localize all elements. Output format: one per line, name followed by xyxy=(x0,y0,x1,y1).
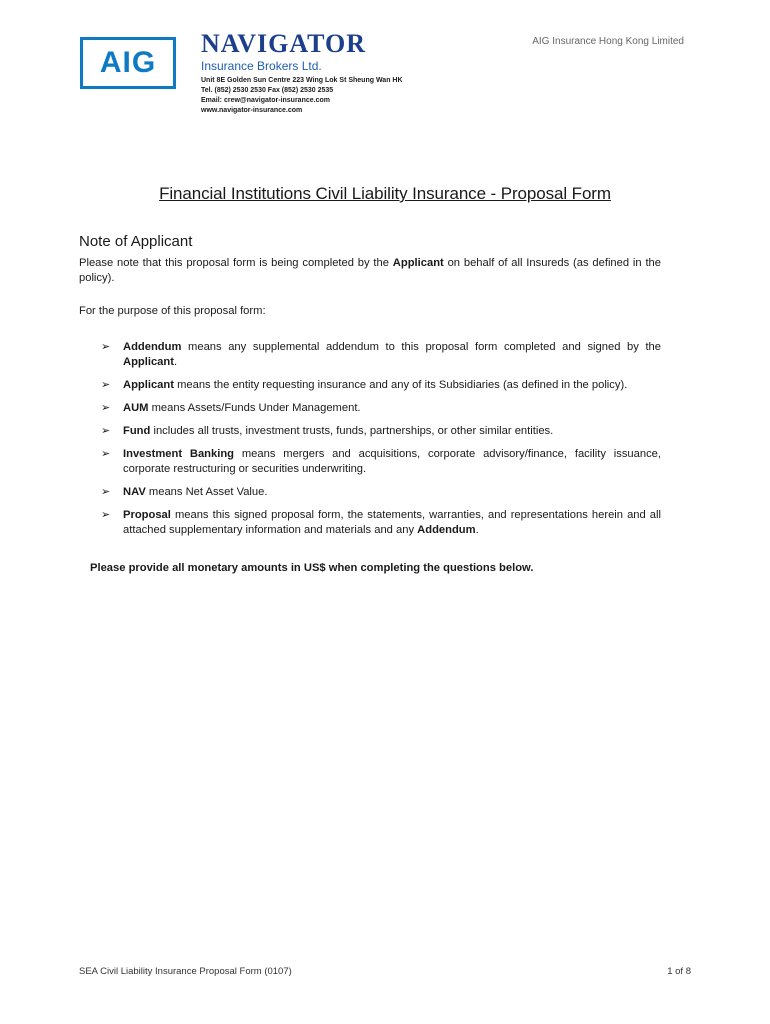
footer-page-number: 1 of 8 xyxy=(667,966,691,977)
navigator-address: Unit 8E Golden Sun Centre 223 Wing Lok St Sheung Wan HK xyxy=(201,77,403,84)
definition-term: NAV xyxy=(123,486,146,498)
navigator-wordmark: NAVIGATOR xyxy=(201,29,367,58)
bullet-arrow-icon: ➢ xyxy=(101,425,111,437)
definition-term: Applicant xyxy=(123,379,174,391)
definition-item xyxy=(79,401,661,416)
definition-text: means Assets/Funds Under Management. xyxy=(148,402,361,414)
navigator-letterhead xyxy=(201,29,481,116)
note-section xyxy=(79,233,661,574)
definition-tail-bold: Addendum xyxy=(417,524,476,536)
purpose-text: For the purpose of this proposal form: xyxy=(79,305,266,317)
definition-term: AUM xyxy=(123,402,149,414)
page-title: Financial Institutions Civil Liability Insurance - Proposal Form xyxy=(159,184,611,203)
definition-text: includes all trusts, investment trusts, funds, partnerships, or other similar entities. xyxy=(150,425,554,437)
definitions-list xyxy=(79,340,661,538)
definition-item xyxy=(79,424,661,439)
definition-term: Addendum xyxy=(123,341,182,353)
definition-item xyxy=(79,378,661,393)
navigator-email: Email: crew@navigator-insurance.com xyxy=(201,97,330,104)
definition-term: Fund xyxy=(123,425,151,437)
bullet-arrow-icon: ➢ xyxy=(101,486,111,498)
definition-item xyxy=(79,508,661,538)
navigator-logo xyxy=(201,29,481,59)
currency-notice: Please provide all monetary amounts in US$ when completing the questions below. xyxy=(90,562,534,574)
note-intro-post: on behalf of all Insureds (as defined in the policy). xyxy=(79,257,662,284)
footer-form-name: SEA Civil Liability Insurance Proposal Form (0107) xyxy=(79,966,292,977)
bullet-arrow-icon: ➢ xyxy=(101,402,111,414)
definition-item xyxy=(79,485,661,500)
note-intro-pre: Please note that this proposal form is being completed by the xyxy=(79,257,393,269)
navigator-website: www.navigator-insurance.com xyxy=(201,107,303,114)
definition-tail-bold: Applicant xyxy=(123,356,174,368)
navigator-phone: Tel. (852) 2530 2530 Fax (852) 2530 2535 xyxy=(201,87,334,94)
navigator-contact xyxy=(201,76,481,116)
definition-item xyxy=(79,340,661,370)
definition-tail: . xyxy=(173,356,178,368)
insurer-name: AIG Insurance Hong Kong Limited xyxy=(532,36,684,47)
aig-logo-text: AIG xyxy=(99,46,157,79)
definition-text: means Net Asset Value. xyxy=(145,486,268,498)
navigator-subtitle: Insurance Brokers Ltd. xyxy=(201,59,322,73)
definition-item xyxy=(79,447,661,477)
note-intro xyxy=(79,256,661,286)
bullet-arrow-icon: ➢ xyxy=(101,341,111,353)
definition-text: means mergers and acquisitions, corporate advisory/finance, facility issuance, corporate restructuring or securities underwriting. xyxy=(123,448,662,475)
definition-text: means any supplemental addendum to this proposal form completed and signed by the xyxy=(181,341,661,353)
note-intro-bold: Applicant xyxy=(392,257,444,269)
note-heading: Note of Applicant xyxy=(79,233,193,250)
definition-text: means this signed proposal form, the statements, warranties, and representations herein and all attached supplementary information and materials and any xyxy=(123,509,661,536)
definition-term: Proposal xyxy=(123,509,171,521)
definition-term: Investment Banking xyxy=(123,448,235,460)
bullet-arrow-icon: ➢ xyxy=(101,448,111,460)
aig-logo xyxy=(80,37,176,89)
definition-text: means the entity requesting insurance and any of its Subsidiaries (as defined in the policy). xyxy=(173,379,628,391)
bullet-arrow-icon: ➢ xyxy=(101,509,111,521)
definition-tail: . xyxy=(475,524,479,536)
bullet-arrow-icon: ➢ xyxy=(101,379,111,391)
